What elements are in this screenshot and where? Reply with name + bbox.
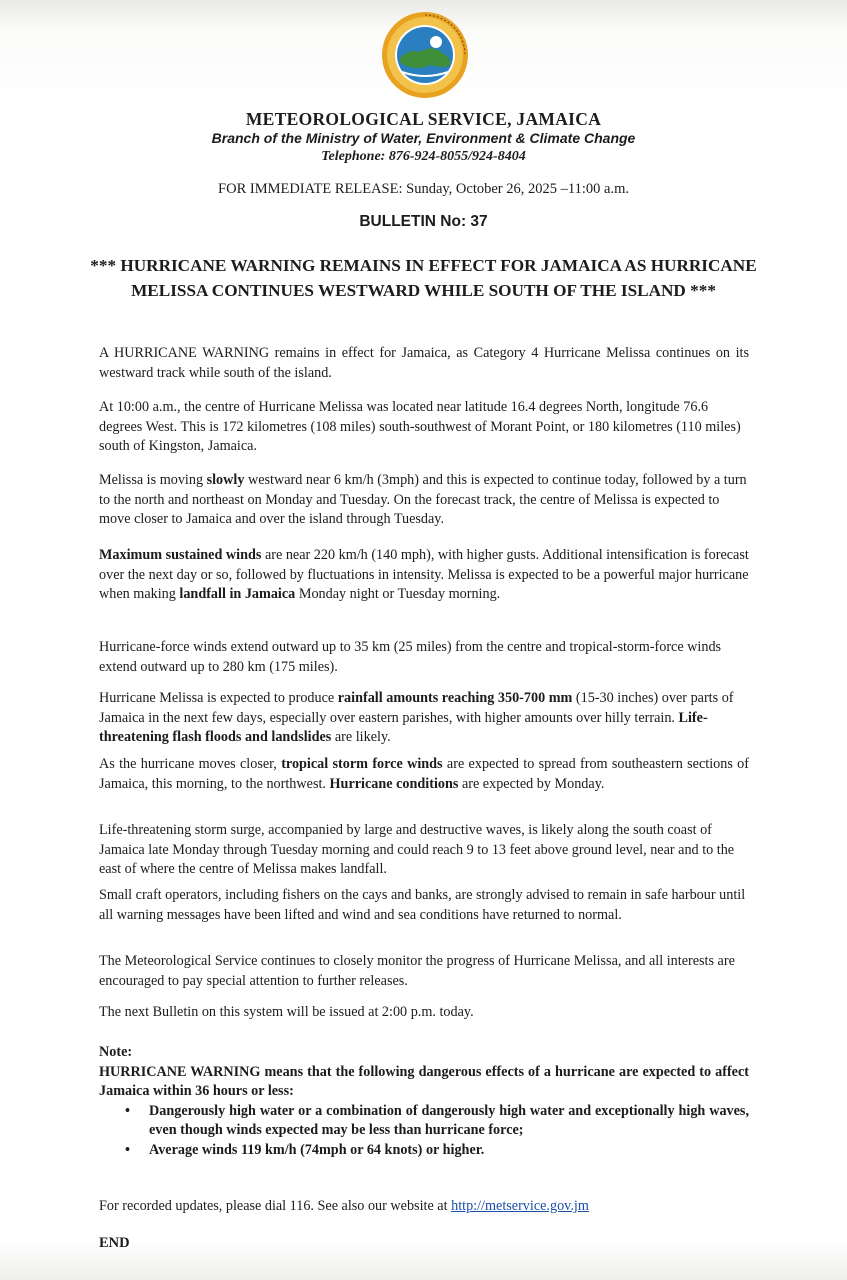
paragraph-warning: A HURRICANE WARNING remains in effect for Jamaica, as Category 4 Hurricane Melissa continues on its westward track while south of the island. (99, 345, 749, 381)
end-marker: END (99, 1235, 130, 1251)
paragraph-storm-surge: Life-threatening storm surge, accompanied by large and destructive waves, is likely along the south coast of Jamaica late Monday through Tuesday morning and could reach 9 to 13 feet above ground level, near and to the east of where the centre of Melissa makes landfall. (99, 822, 735, 877)
footer-updates: For recorded updates, please dial 116. See also our website at http://metservice.gov.jm (99, 1198, 589, 1214)
headline: *** HURRICANE WARNING REMAINS IN EFFECT FOR JAMAICA AS HURRICANE MELISSA CONTINUES WESTWARD WHILE SOUTH OF THE ISLAND *** (90, 256, 757, 300)
website-link[interactable]: http://metservice.gov.jm (451, 1198, 589, 1214)
agency-branch: Branch of the Ministry of Water, Environment & Climate Change (211, 130, 636, 146)
met-service-seal-icon (380, 10, 470, 100)
bullet-icon: • (125, 1141, 130, 1158)
paragraph-wind-extent: Hurricane-force winds extend outward up to 35 km (25 miles) from the centre and tropical-storm-force winds extend outward up to 280 km (175 miles). (99, 639, 722, 675)
paragraph-small-craft: Small craft operators, including fishers on the cays and banks, are strongly advised to remain in safe harbour until all warning messages have been lifted and wind and sea conditions have returned to normal. (99, 887, 746, 923)
note-section (99, 1043, 749, 1160)
agency-telephone: Telephone: 876-924-8055/924-8404 (321, 149, 526, 164)
paragraph-next-bulletin: The next Bulletin on this system will be issued at 2:00 p.m. today. (99, 1004, 474, 1020)
bullet-icon: • (125, 1102, 130, 1119)
paragraph-monitoring: The Meteorological Service continues to closely monitor the progress of Hurricane Melissa, and all interests are encouraged to pay special attention to further releases. (99, 953, 735, 989)
list-item: • Dangerously high water or a combination of dangerously high water and exceptionally high waves, even though winds expected may be less than hurricane force; (125, 1102, 749, 1138)
note-definition: HURRICANE WARNING means that the following dangerous effects of a hurricane are expected to affect Jamaica within 36 hours or less: (99, 1063, 749, 1099)
note-bullet-list (99, 1102, 749, 1161)
bulletin-number: BULLETIN No: 37 (359, 213, 488, 230)
paragraph-movement: Melissa is moving slowly westward near 6 km/h (3mph) and this is expected to continue today, followed by a turn to the north and northeast on Monday and Tuesday. On the forecast track, the centre of Melissa is expected to move closer to Jamaica and over the island through Tuesday. (99, 472, 747, 527)
agency-title: METEOROLOGICAL SERVICE, JAMAICA (245, 109, 602, 129)
paragraph-conditions: As the hurricane moves closer, tropical storm force winds are expected to spread from southeastern sections of Jamaica, this morning, to the northwest. Hurricane conditions are expected by Monday. (99, 756, 750, 792)
paragraph-location: At 10:00 a.m., the centre of Hurricane Melissa was located near latitude 16.4 degrees North, longitude 76.6 degrees West. This is 172 kilometres (108 miles) south-southwest of Morant Point, or 180 kilometres (110 miles) south of Kingston, Jamaica. (99, 399, 741, 454)
release-line: FOR IMMEDIATE RELEASE: Sunday, October 26, 2025 –11:00 a.m. (218, 181, 629, 197)
list-item: • Average winds 119 km/h (74mph or 64 knots) or higher. (149, 1141, 749, 1161)
note-label: Note: (99, 1044, 133, 1060)
paragraph-rainfall: Hurricane Melissa is expected to produce rainfall amounts reaching 350-700 mm (15-30 inches) over parts of Jamaica in the next few days, especially over eastern parishes, with higher amounts over hilly terrain. Life-threatening flash floods and landslides are likely. (99, 690, 734, 745)
paragraph-winds: Maximum sustained winds are near 220 km/h (140 mph), with higher gusts. Additional intensification is forecast over the next day or so, followed by fluctuations in intensity. Melissa is expected to be a powerful major hurricane when making landfall in Jamaica Monday night or Tuesday morning. (99, 547, 749, 602)
